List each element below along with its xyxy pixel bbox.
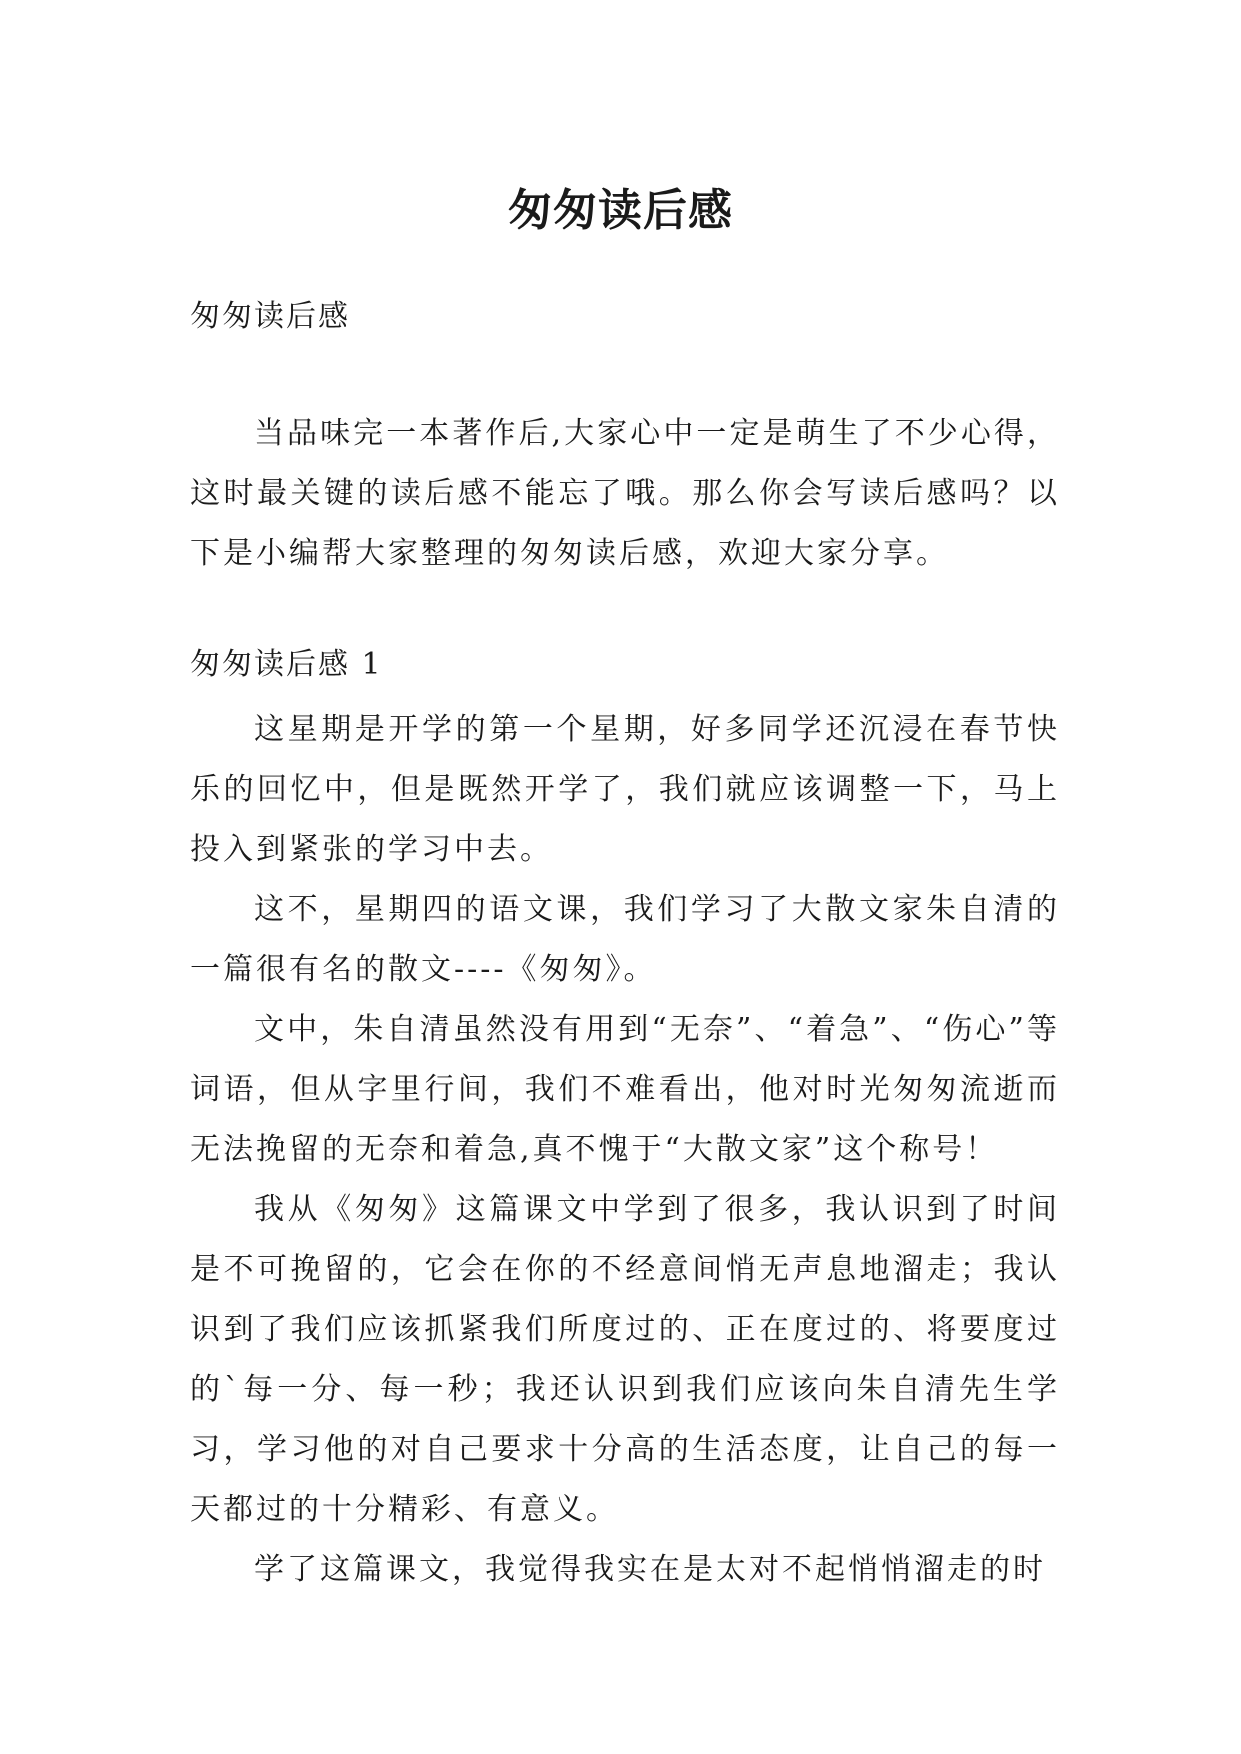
- section-heading: 匆匆读后感 1: [190, 647, 383, 682]
- document-subtitle: 匆匆读后感: [190, 299, 350, 334]
- essay-body: [190, 700, 1060, 1600]
- body-paragraph-3: 文中，朱自清虽然没有用到“无奈”、“着急”、“伤心”等词语，但从字里行间，我们不难看出，他对时光匆匆流逝而无法挽留的无奈和着急,真不愧于“大散文家”这个称号！: [190, 1012, 1060, 1167]
- body-paragraph-4: 我从《匆匆》这篇课文中学到了很多，我认识到了时间是不可挽留的，它会在你的不经意间悄无声息地溜走；我认识到了我们应该抓紧我们所度过的、正在度过的、将要度过的`每一分、每一秒；我还认识到我们应该向朱自清先生学习，学习他的对自己要求十分高的生活态度，让自己的每一天都过的十分精彩、有意义。: [190, 1192, 1060, 1527]
- body-paragraph-1: 这星期是开学的第一个星期，好多同学还沉浸在春节快乐的回忆中，但是既然开学了，我们就应该调整一下，马上投入到紧张的学习中去。: [190, 712, 1060, 867]
- body-paragraph-5: 学了这篇课文，我觉得我实在是太对不起悄悄溜走的时: [254, 1552, 1046, 1587]
- body-paragraph-2: 这不，星期四的语文课，我们学习了大散文家朱自清的一篇很有名的散文----《匆匆》。: [190, 892, 1060, 987]
- intro-section: [190, 404, 1060, 584]
- intro-paragraph: 当品味完一本著作后,大家心中一定是萌生了不少心得，这时最关键的读后感不能忘了哦。那么你会写读后感吗？以下是小编帮大家整理的匆匆读后感，欢迎大家分享。: [190, 416, 1060, 571]
- document-title: 匆匆读后感: [508, 185, 733, 237]
